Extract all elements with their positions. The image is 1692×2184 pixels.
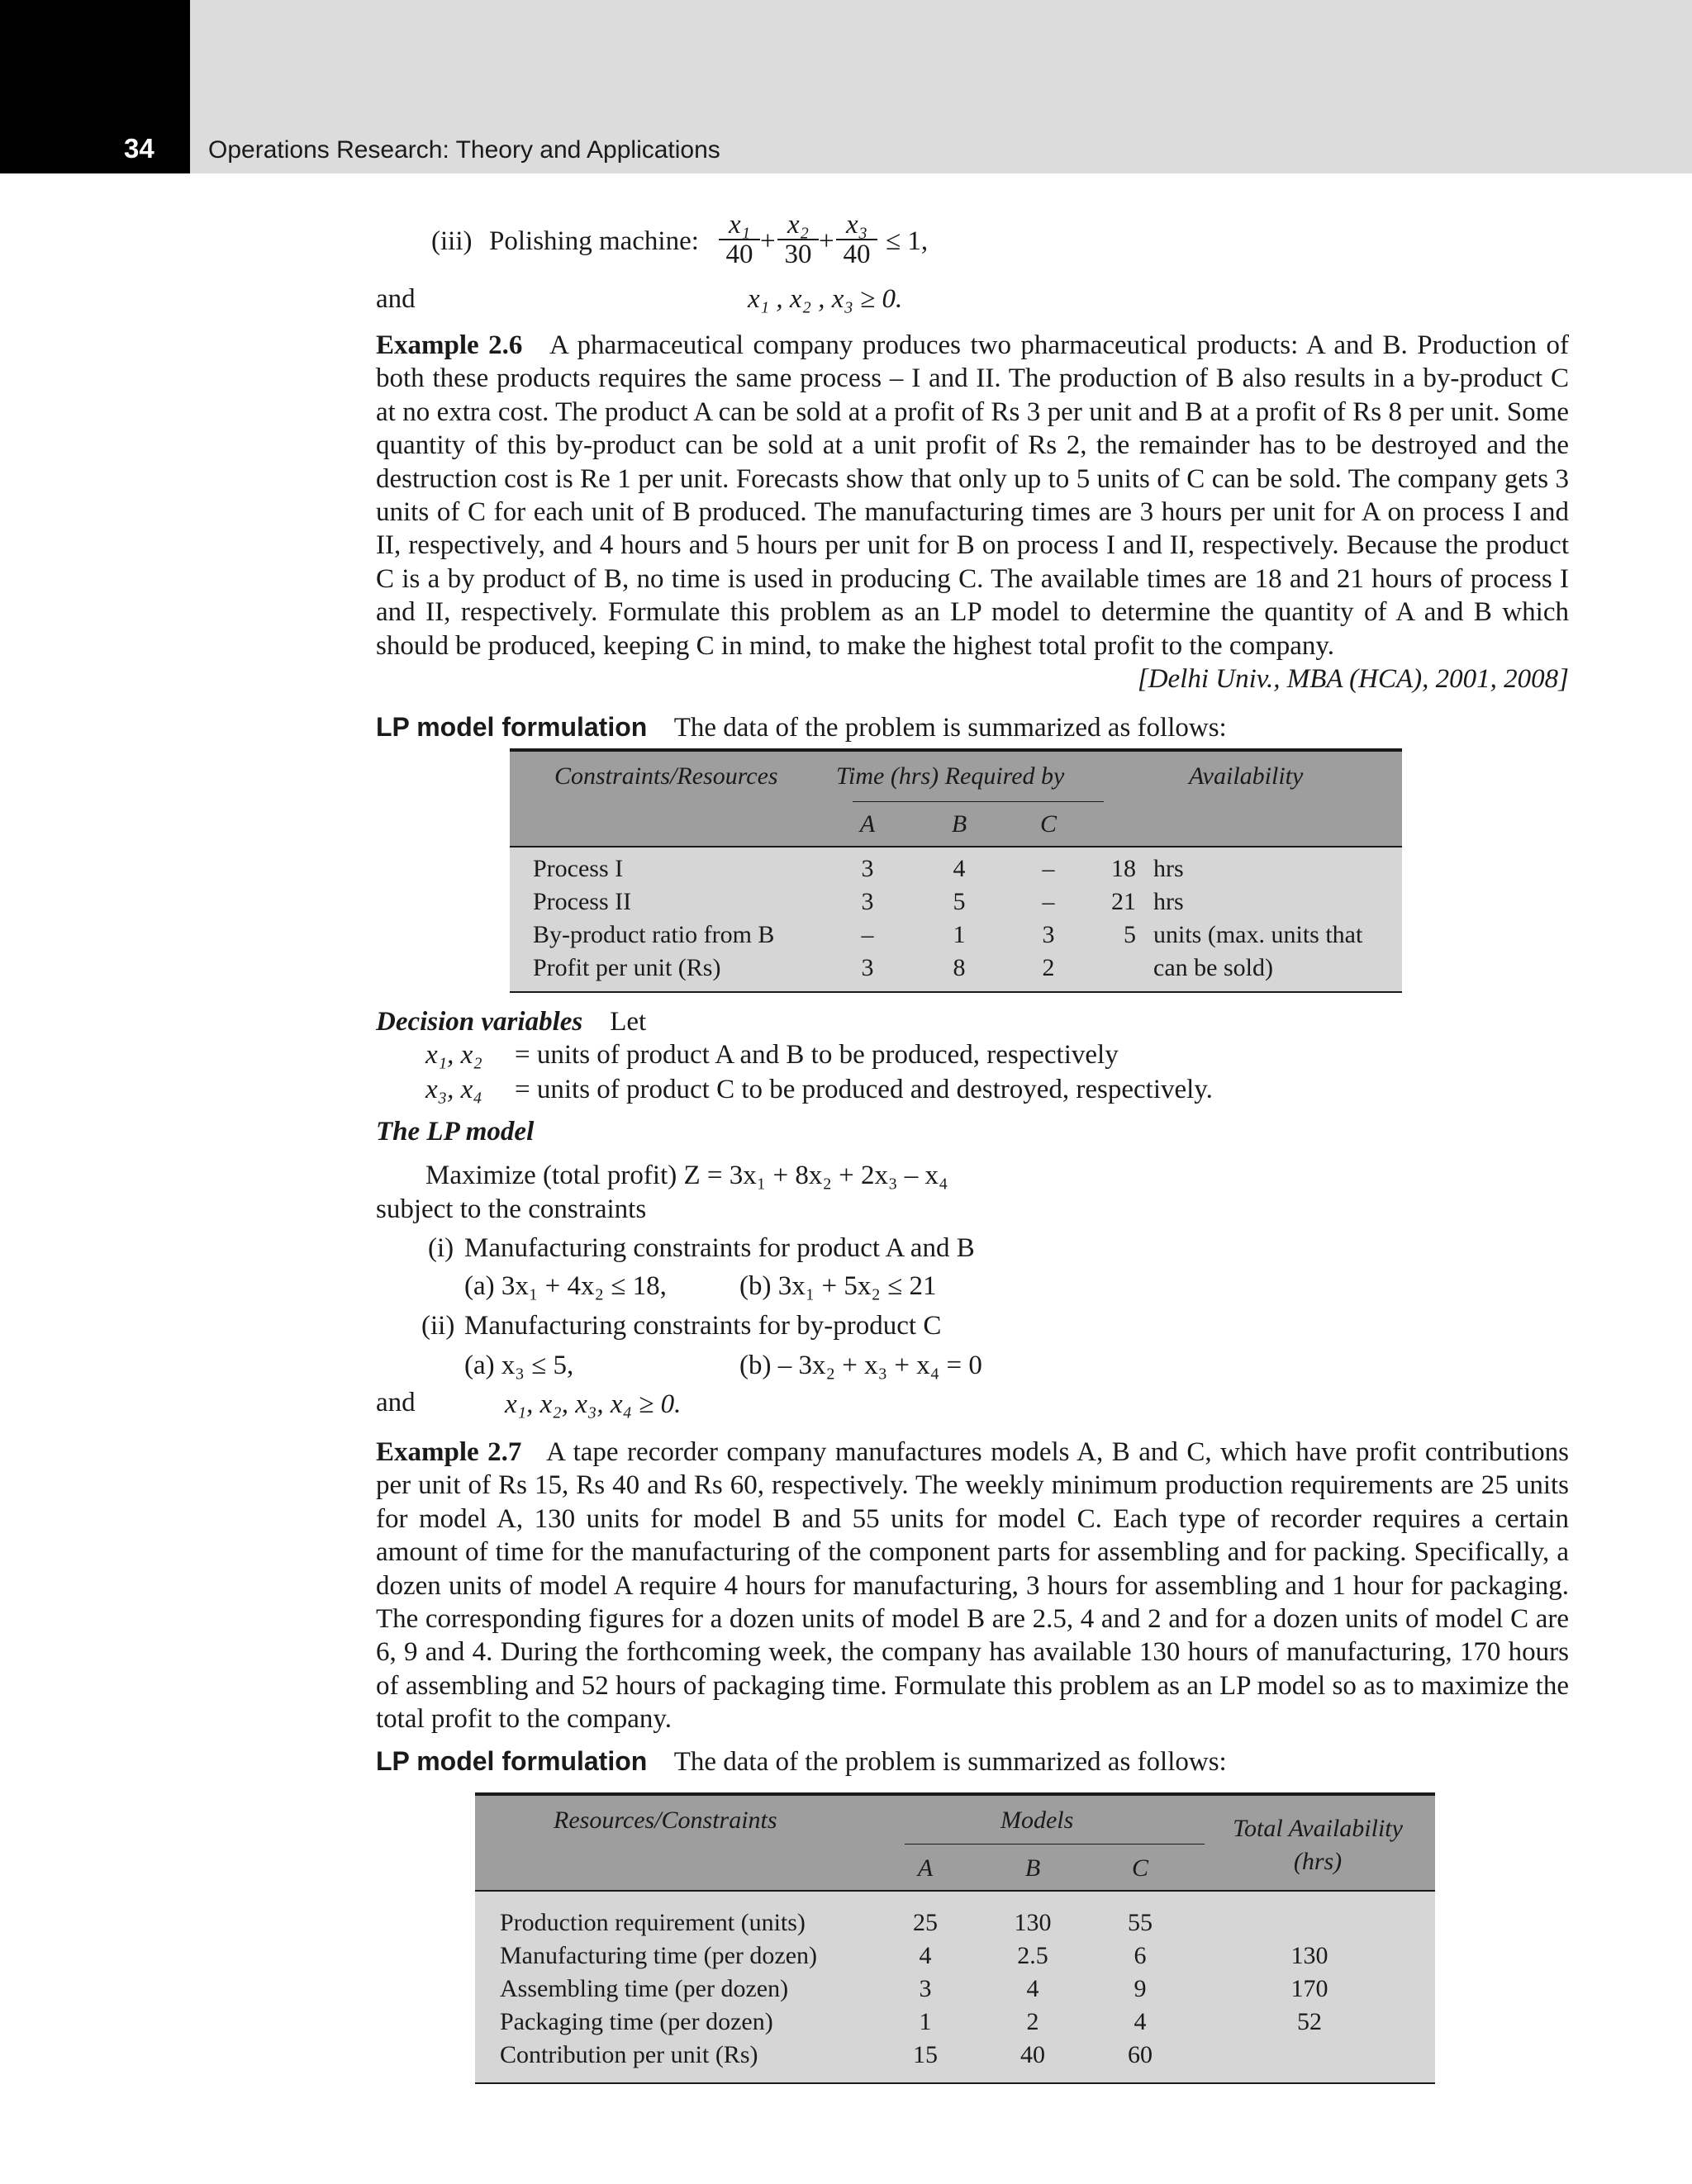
cell-c: 2 — [1042, 954, 1055, 981]
nonnegativity: x₁, x₂, x₃, x₄ ≥ 0. — [505, 1389, 682, 1419]
cell-b: 8 — [953, 954, 966, 981]
example-2-7 — [376, 1436, 1569, 1736]
fraction-1-numerator: x₁ — [719, 211, 760, 240]
cell-b: 4 — [1026, 1975, 1039, 2002]
cell-avail-text: hrs — [1153, 888, 1184, 915]
row-label: Production requirement (units) — [500, 1909, 806, 1936]
col-header-availability: Availability — [1189, 762, 1304, 790]
row-label: Manufacturing time (per dozen) — [500, 1942, 818, 1969]
constraint-2b: (b) – 3x₂ + x₃ + x₄ = 0 — [739, 1351, 982, 1380]
cell-c: 4 — [1134, 2008, 1147, 2035]
example-2-6 — [376, 329, 1569, 696]
col-header-time: Time (hrs) Required by — [836, 762, 1065, 790]
row-label: Process II — [533, 888, 632, 915]
sub-header-c: C — [1039, 810, 1057, 838]
polishing-label: Polishing machine: — [489, 226, 699, 256]
cell-a: 15 — [913, 2041, 938, 2068]
table-header — [510, 752, 1402, 847]
example-text: A pharmaceutical company produces two pharmaceutical products: A and B. Production of both these products requires the same process – I and II. The production of B also results in a by-product C at no extra cost. The product A can be sold at a profit of Rs 3 per unit and B at a profit of Rs 8 per unit. Some quantity of this by-product can be sold at a unit profit of Rs 2, the remainder has to be destroyed and the destruction cost is Re 1 per unit. Forecasts show that only up to 5 units of C can be sold. The company gets 3 units of C for each unit of B produced. The manufacturing times are 3 hours per unit for A on process I and II, respectively, and 4 hours and 5 hours per unit for B on process I and II, respectively. Because the product C is a by product of B, no time is used in producing C. The available times are 18 and 21 hours of process I and II, respectively. Formulate this problem as an LP model to determine the quantity of A and B which should be produced, keeping C in mind, to make the highest total profit to the company. — [376, 330, 1569, 661]
dv2-text: = units of product C to be produced and destroyed, respectively. — [515, 1075, 1213, 1104]
cell-c: 9 — [1134, 1975, 1147, 2002]
section-intro: The data of the problem is summarized as follows: — [673, 713, 1227, 743]
cell-c: 55 — [1128, 1909, 1153, 1936]
objective: Maximize (total profit) Z = 3x₁ + 8x₂ + 2x₃ – x₄ — [425, 1161, 948, 1190]
cell-avail-text: hrs — [1153, 855, 1184, 882]
cell-b: 4 — [953, 855, 966, 882]
constraint-2a: (a) x₃ ≤ 5, — [464, 1351, 574, 1380]
constraint-1-label: (i) — [428, 1233, 454, 1263]
cell-a: – — [861, 921, 874, 948]
cell-a: 3 — [861, 855, 874, 882]
cell-b: 1 — [953, 921, 966, 948]
header-rule — [905, 1844, 1205, 1845]
decision-heading: Decision variables — [376, 1007, 583, 1037]
fraction-3-denominator: 40 — [843, 240, 871, 269]
section-heading: LP model formulation — [376, 712, 648, 742]
cell-a: 4 — [919, 1942, 932, 1969]
cell-c: 6 — [1134, 1942, 1147, 1969]
page-number: 34 — [124, 133, 154, 164]
row-label: Contribution per unit (Rs) — [500, 2041, 758, 2068]
fraction-2 — [777, 211, 819, 268]
constraint-2-text: Manufacturing constraints for by-product C — [464, 1311, 942, 1341]
cell-avail-num: 21 — [1111, 888, 1136, 915]
cell-avail-text: units (max. units that — [1153, 921, 1363, 948]
fraction-2-numerator: x₂ — [777, 211, 819, 240]
inequality-rhs: ≤ 1, — [886, 226, 929, 256]
fraction-1-denominator: 40 — [725, 240, 753, 269]
fraction-3 — [836, 211, 877, 268]
cell-a: 3 — [919, 1975, 932, 2002]
decision-variables-line — [376, 1005, 646, 1038]
cell-a: 1 — [919, 2008, 932, 2035]
cell-c: 60 — [1128, 2041, 1153, 2068]
cell-b: 2 — [1026, 2008, 1039, 2035]
lp-formulation-line — [376, 710, 1227, 744]
cell-b: 5 — [953, 888, 966, 915]
row-label: Profit per unit (Rs) — [533, 954, 721, 981]
header-rule — [853, 801, 1104, 802]
sub-header-a: A — [917, 1854, 934, 1882]
row-label: Assembling time (per dozen) — [500, 1975, 789, 2002]
model-heading: The LP model — [376, 1117, 535, 1147]
cell-a: 25 — [913, 1909, 938, 1936]
cell-avail-text: can be sold) — [1153, 954, 1273, 981]
example-label: Example 2.7 — [376, 1437, 522, 1467]
and-label: and — [376, 284, 416, 314]
data-table-2 — [475, 1792, 1435, 2084]
running-title: Operations Research: Theory and Applications — [208, 136, 720, 164]
cell-b: 2.5 — [1017, 1942, 1048, 1969]
section-intro: The data of the problem is summarized as follows: — [673, 1747, 1227, 1777]
section-heading: LP model formulation — [376, 1746, 648, 1776]
row-label: Process I — [533, 855, 624, 882]
sub-header-c: C — [1131, 1854, 1148, 1882]
sub-header-b: B — [951, 810, 967, 838]
constraint-1b: (b) 3x₁ + 5x₂ ≤ 21 — [739, 1271, 937, 1301]
constraint-1a: (a) 3x₁ + 4x₂ ≤ 18, — [464, 1271, 667, 1301]
cell-avail-num: 5 — [1124, 921, 1136, 948]
cell-b: 130 — [1014, 1909, 1052, 1936]
example-text: A tape recorder company manufactures models A, B and C, which have profit contributions per unit of Rs 15, Rs 40 and Rs 60, respectively. The weekly minimum production requirements are 25 units for model A, 130 units for model B and 55 units for model C. Each type of recorder requires a certain amount of time for the manufacturing of the component parts for assembling and for packing. Specifically, a dozen units of model A require 4 hours for manufacturing, 3 hours for assembling and 1 hour for packaging. The corresponding figures for a dozen units of model B are 2.5, 4 and 2 and for a dozen units of model C are 6, 9 and 4. During the forthcoming week, the company has available 130 hours of manufacturing, 170 hours of assembling and 52 hours of packaging time. Formulate this problem as an LP model so as to maximize the total profit to the company. — [376, 1437, 1570, 1735]
cell-total: 170 — [1290, 1975, 1328, 2002]
row-label: By-product ratio from B — [533, 921, 775, 948]
data-table-1 — [510, 748, 1402, 993]
subject-to: subject to the constraints — [376, 1194, 647, 1224]
col-header-constraints: Constraints/Resources — [554, 762, 778, 790]
cell-c: 3 — [1042, 921, 1055, 948]
page-number-box — [0, 0, 190, 173]
col-header-models: Models — [1000, 1807, 1074, 1834]
dv1-vars: x₁, x₂ — [425, 1040, 482, 1070]
fraction-3-numerator: x₃ — [836, 211, 877, 240]
row-label: Packaging time (per dozen) — [500, 2008, 773, 2035]
lp-formulation-line — [376, 1745, 1227, 1778]
cell-a: 3 — [861, 888, 874, 915]
cell-c: – — [1042, 855, 1055, 882]
sub-header-a: A — [859, 810, 876, 838]
item-label-iii: (iii) — [431, 226, 473, 256]
decision-let: Let — [610, 1007, 647, 1037]
constraint-1-text: Manufacturing constraints for product A and B — [464, 1233, 975, 1263]
col-header-total-unit: (hrs) — [1293, 1848, 1343, 1875]
plus-sign: + — [760, 226, 776, 256]
and-label: and — [376, 1388, 416, 1417]
plus-sign: + — [819, 226, 834, 256]
cell-a: 3 — [861, 954, 874, 981]
cell-c: – — [1042, 888, 1055, 915]
constraint-2-label: (ii) — [421, 1311, 455, 1341]
cell-avail-num: 18 — [1111, 855, 1136, 882]
nonnegativity: x₁ , x₂ , x₃ ≥ 0. — [748, 284, 903, 314]
fraction-1 — [719, 211, 760, 268]
cell-total: 130 — [1290, 1942, 1328, 1969]
col-header-total: Total Availability — [1233, 1815, 1403, 1842]
citation: [Delhi Univ., MBA (HCA), 2001, 2008] — [1137, 664, 1569, 695]
cell-b: 40 — [1020, 2041, 1045, 2068]
table-header — [475, 1796, 1435, 1892]
example-label: Example 2.6 — [376, 330, 523, 360]
col-header-resources: Resources/Constraints — [554, 1807, 777, 1834]
cell-total: 52 — [1297, 2008, 1322, 2035]
fraction-2-denominator: 30 — [784, 240, 812, 269]
sub-header-b: B — [1024, 1854, 1041, 1882]
dv2-vars: x₃, x₄ — [425, 1075, 482, 1104]
dv1-text: = units of product A and B to be produced, respectively — [515, 1040, 1119, 1070]
